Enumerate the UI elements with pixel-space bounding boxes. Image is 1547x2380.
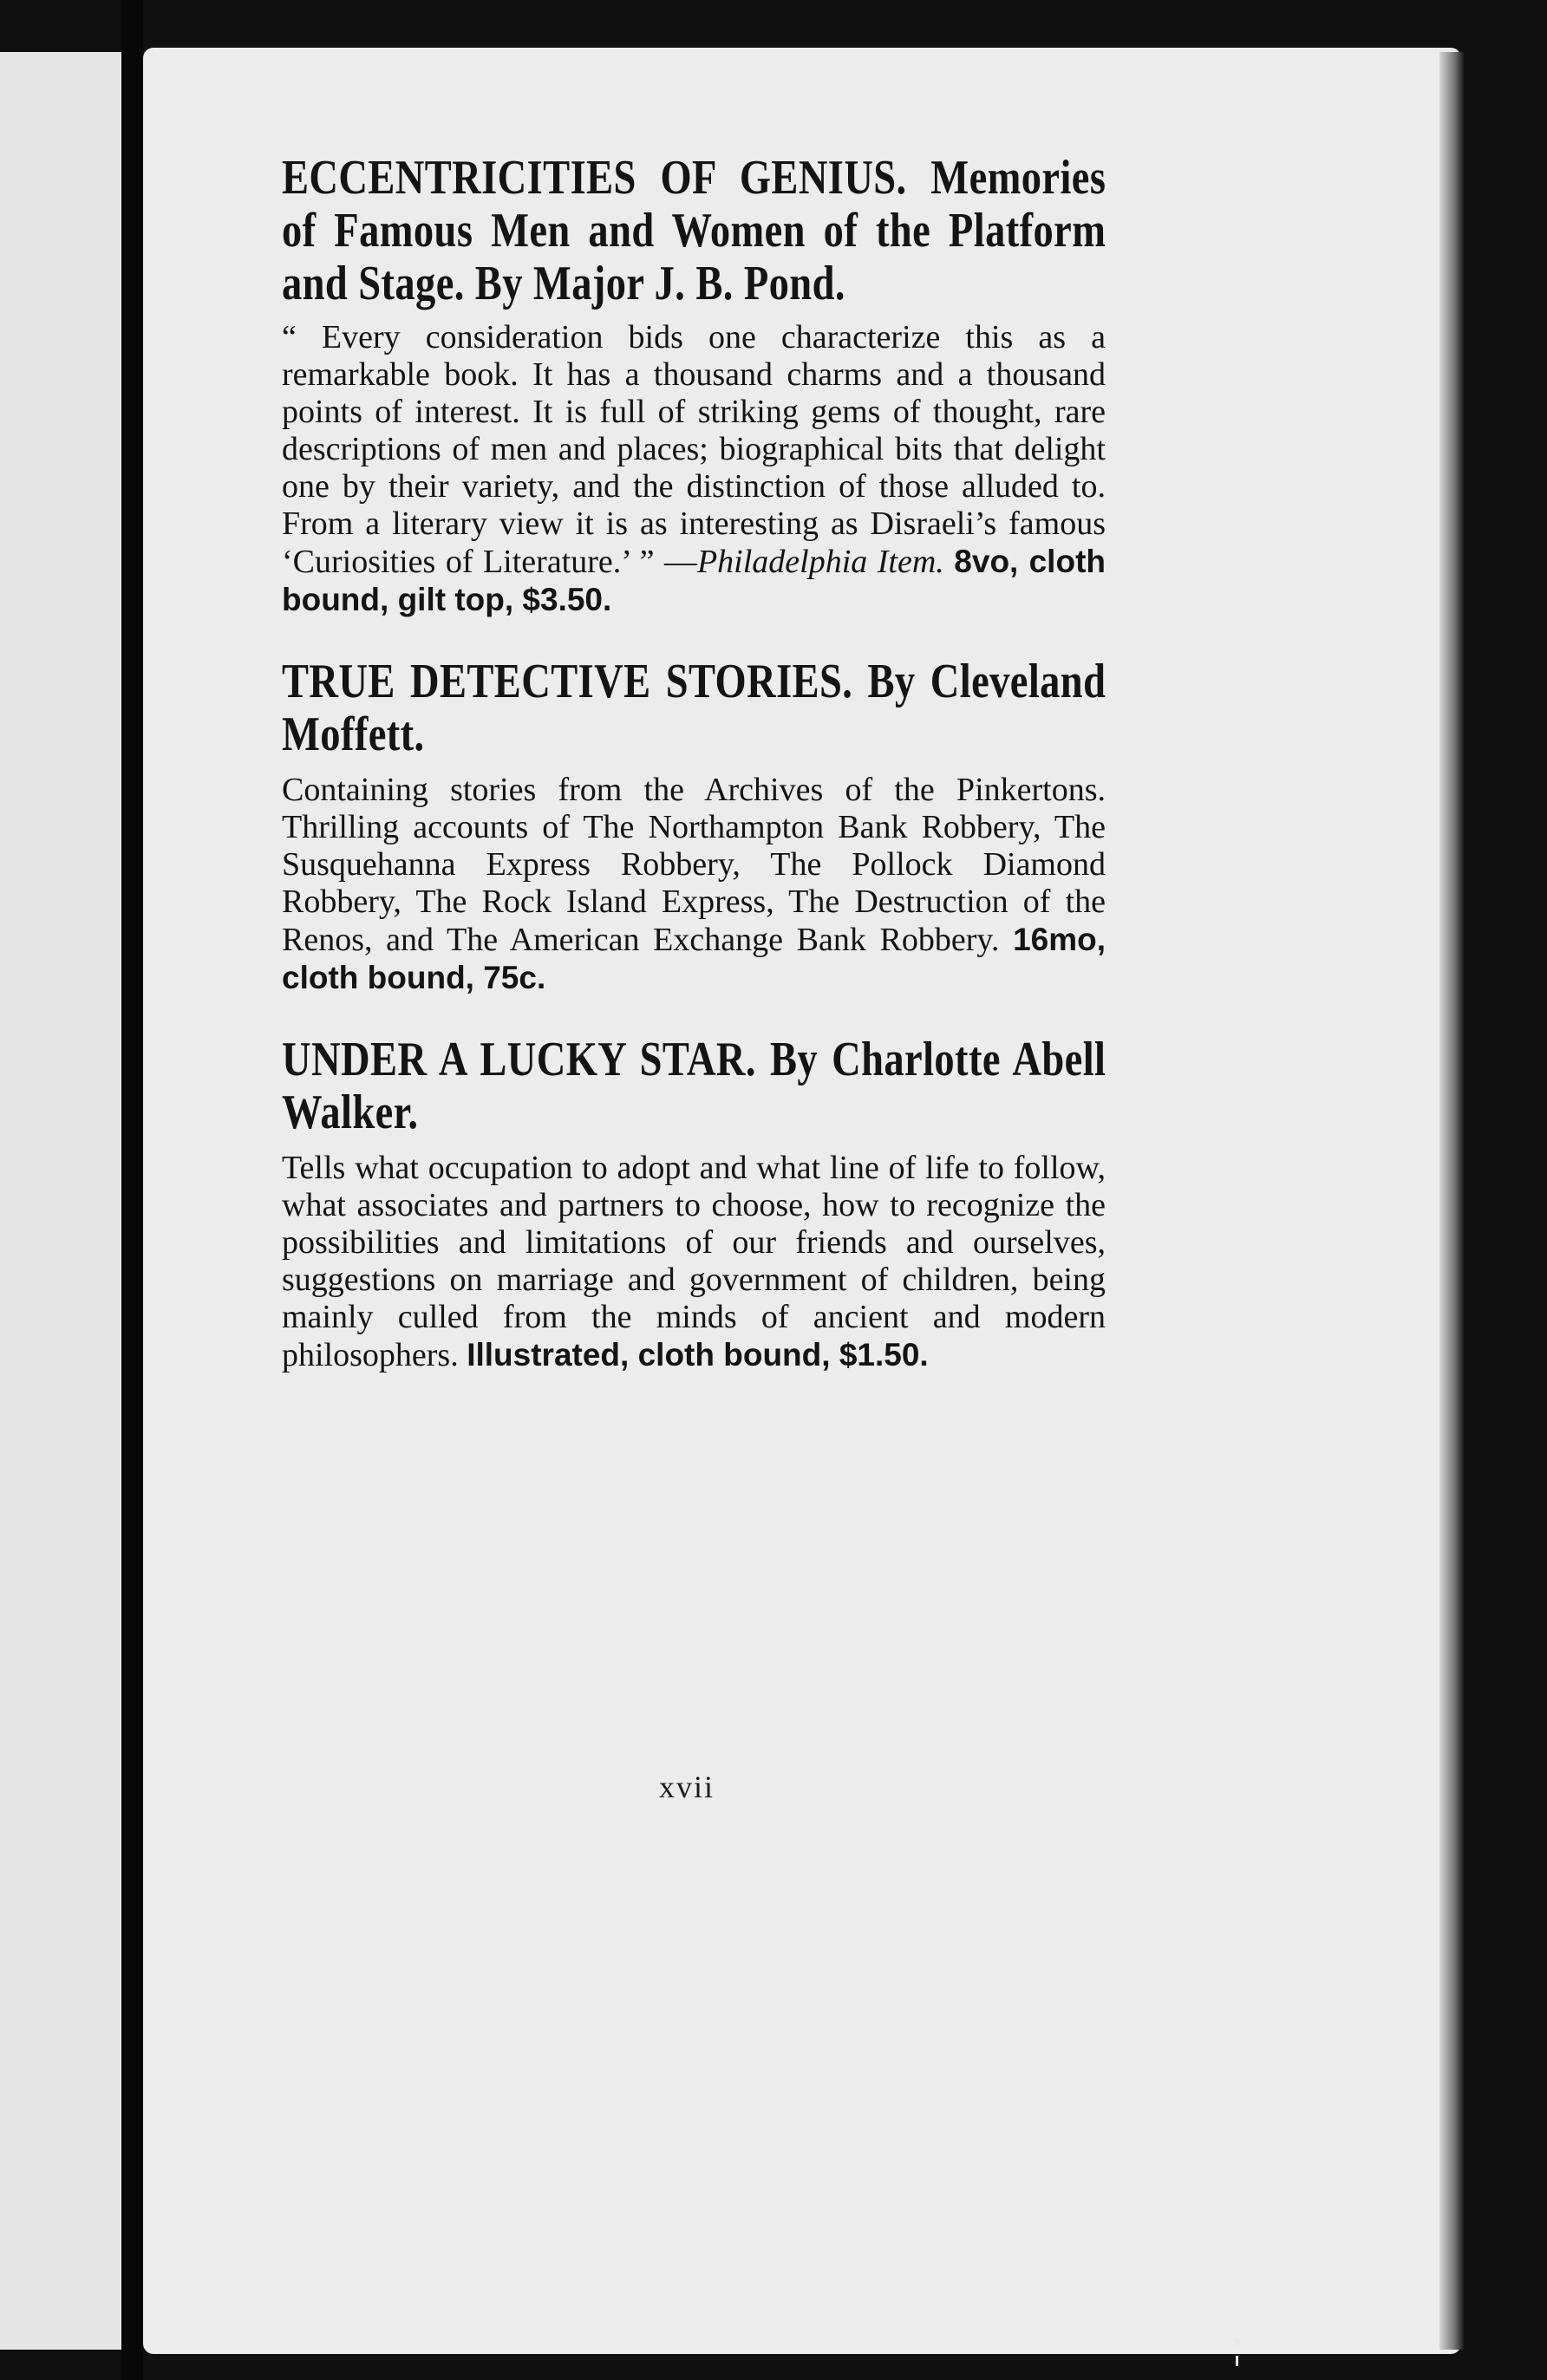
review-source: Philadelphia Item. xyxy=(696,544,944,580)
book-title: UNDER A LUCKY STAR. By Charlotte Abell Walker. xyxy=(282,1033,1106,1139)
left-page-edge xyxy=(0,52,121,2350)
review-quote: “ Every consideration bids one characterize this as a remarkable book. It has a thousand charms and a thousand points of interest. It is full of striking gems of thought, rare descriptions of men and places; biographical bits that delight one by their variety, and the distinction of those alluded to. From a literary view it is as interesting as Disraeli’s famous ‘Curiosities of Literature.’ ” — xyxy=(282,319,1106,580)
book-description xyxy=(282,772,1106,997)
book-summary: Containing stories from the Archives of the Pinkertons. Thrilling accounts of The Northampton Bank Robbery, The Susquehanna Express Robbery, The Pollock Diamond Robbery, The Rock Island Express, The Destruction of the Renos, and The American Exchange Bank Robbery. xyxy=(282,772,1106,958)
book-gutter xyxy=(121,0,143,2380)
book-entry-eccentricities xyxy=(282,152,1106,619)
book-description xyxy=(282,319,1106,619)
page-edge-shadow xyxy=(1439,52,1464,2350)
dust-specks xyxy=(1231,2337,1243,2371)
book-description xyxy=(282,1150,1106,1374)
advertisement-column xyxy=(282,152,1106,1411)
book-price: 16mo, cloth bound, 75c. xyxy=(282,922,1106,995)
book-entry-true-detective xyxy=(282,655,1106,997)
page-number: xvii xyxy=(659,1770,715,1804)
book-title: ECCENTRICITIES OF GENIUS. Memories of Famous Men and Women of the Platform and Stage. By Major J. B. Pond. xyxy=(282,151,1106,310)
book-summary: Tells what occupation to adopt and what line of life to follow, what associates and partners to choose, how to recognize the possibilities and limitations of our friends and ourselves, suggestions on marriage and government of children, being mainly culled from the minds of ancient and modern philosophers. xyxy=(282,1150,1106,1373)
book-price: 8vo, cloth bound, gilt top, $3.50. xyxy=(282,544,1106,617)
book-title: TRUE DETECTIVE STORIES. By Cleveland Moffett. xyxy=(282,655,1106,761)
book-entry-lucky-star xyxy=(282,1034,1106,1374)
book-price: Illustrated, cloth bound, $1.50. xyxy=(467,1337,929,1373)
